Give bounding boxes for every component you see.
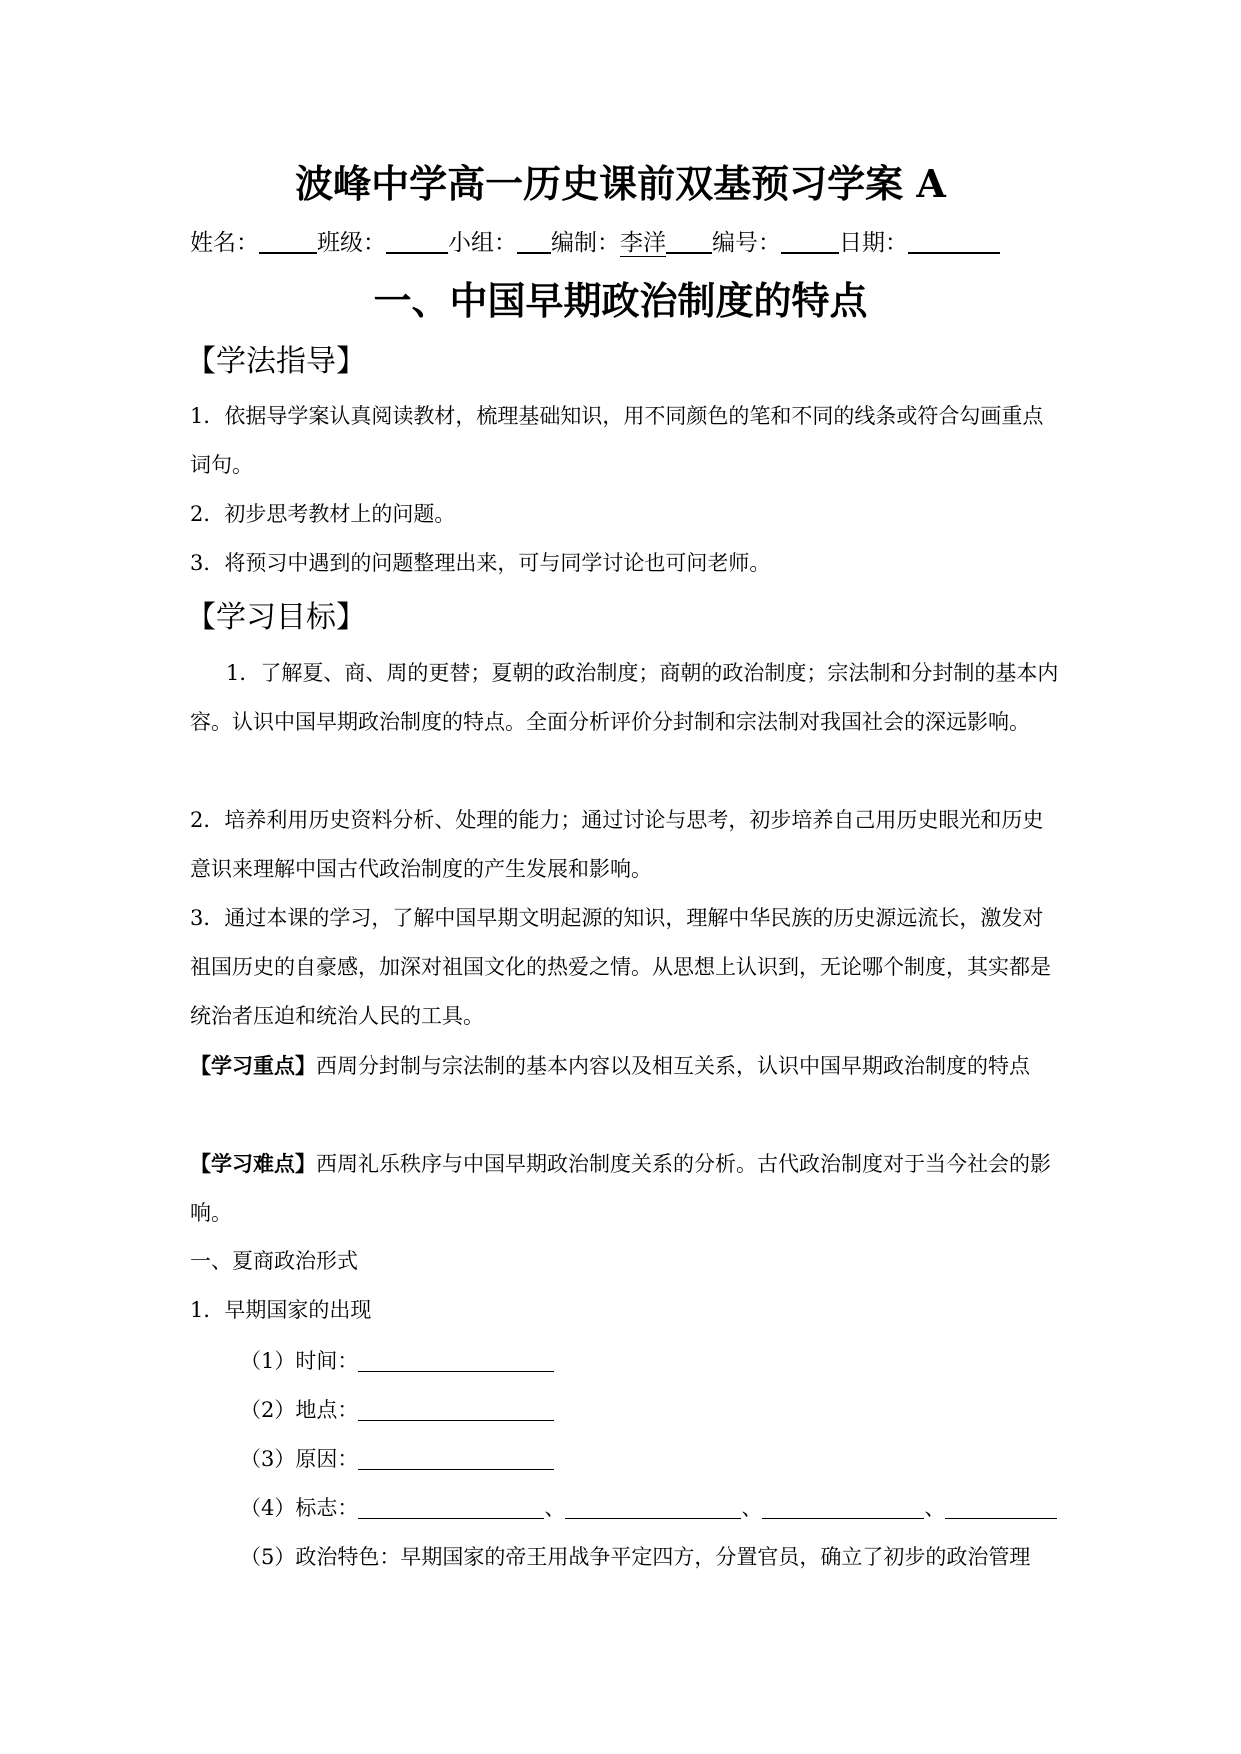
editor-label: 编制： [551, 230, 620, 256]
goal-item-3: 3．通过本课的学习，了解中国早期文明起源的知识，理解中华民族的历史源远流长，激发对祖国历史的自豪感，加深对祖国文化的热爱之情。从思想上认识到，无论哪个制度，其实都是统治者压迫和统治人民的工具。 [190, 906, 1051, 1028]
guide-item-3: 3．将预习中遇到的问题整理出来，可与同学讨论也可问老师。 [190, 551, 771, 575]
time-blank[interactable] [358, 1347, 554, 1372]
goal-item-1: 1．了解夏、商、周的更替；夏朝的政治制度；商朝的政治制度；宗法制和分封制的基本内容。认识中国早期政治制度的特点。全面分析评价分封制和宗法制对我国社会的深远影响。 [190, 661, 1059, 734]
marks-blank-4[interactable] [945, 1494, 1057, 1519]
marks-row [240, 1491, 1057, 1525]
marks-blank-2[interactable] [565, 1494, 741, 1519]
time-row [240, 1344, 554, 1378]
class-label: 班级： [317, 230, 386, 256]
key-points [190, 1041, 1060, 1091]
place-row [240, 1393, 554, 1427]
marks-blank-3[interactable] [762, 1494, 924, 1519]
time-label: （1）时间： [240, 1349, 359, 1373]
marks-separator-1: 、 [544, 1496, 566, 1520]
chapter-title: 一、中国早期政治制度的特点 [373, 278, 868, 323]
student-info-line [190, 226, 1060, 260]
editor-blank [666, 226, 712, 254]
marks-separator-3: 、 [924, 1496, 946, 1520]
group-label: 小组： [448, 230, 517, 256]
reason-blank[interactable] [358, 1445, 554, 1470]
group-blank [517, 226, 551, 254]
editor-value: 李洋 [620, 230, 666, 256]
section1-heading: 一、夏商政治形式 [190, 1249, 358, 1273]
reason-row [240, 1442, 554, 1476]
marks-label: （4）标志： [240, 1496, 359, 1520]
number-label: 编号： [712, 230, 781, 256]
goal-item-2: 2．培养利用历史资料分析、处理的能力；通过讨论与思考，初步培养自己用历史眼光和历史意识来理解中国古代政治制度的产生发展和影响。 [190, 808, 1044, 881]
date-blank [908, 226, 1000, 254]
place-blank[interactable] [358, 1396, 554, 1421]
guide-item-2: 2．初步思考教材上的问题。 [190, 502, 456, 526]
guide-item-1: 1．依据导学案认真阅读教材，梳理基础知识，用不同颜色的笔和不同的线条或符合勾画重点词句。 [190, 404, 1044, 477]
marks-separator-2: 、 [741, 1496, 763, 1520]
class-blank [386, 226, 448, 254]
place-label: （2）地点： [240, 1398, 359, 1422]
section1-sub1: 1．早期国家的出现 [190, 1298, 372, 1322]
key-points-text: 西周分封制与宗法制的基本内容以及相互关系，认识中国早期政治制度的特点 [316, 1054, 1030, 1078]
politics-row: （5）政治特色：早期国家的帝王用战争平定四方，分置官员，确立了初步的政治管理 [240, 1545, 1031, 1569]
difficulties [190, 1139, 1060, 1238]
difficulties-label: 【学习难点】 [190, 1151, 316, 1176]
goals-heading: 【学习目标】 [186, 600, 366, 635]
document-title: 波峰中学高一历史课前双基预习学案 A [295, 161, 946, 206]
key-points-label: 【学习重点】 [190, 1053, 316, 1078]
name-blank [259, 226, 317, 254]
guide-heading: 【学法指导】 [186, 344, 366, 379]
reason-label: （3）原因： [240, 1447, 359, 1471]
name-label: 姓名： [190, 230, 259, 256]
difficulties-text: 西周礼乐秩序与中国早期政治制度关系的分析。古代政治制度对于当今社会的影响。 [190, 1152, 1051, 1225]
number-blank [781, 226, 839, 254]
date-label: 日期： [839, 230, 908, 256]
marks-blank-1[interactable] [358, 1494, 544, 1519]
